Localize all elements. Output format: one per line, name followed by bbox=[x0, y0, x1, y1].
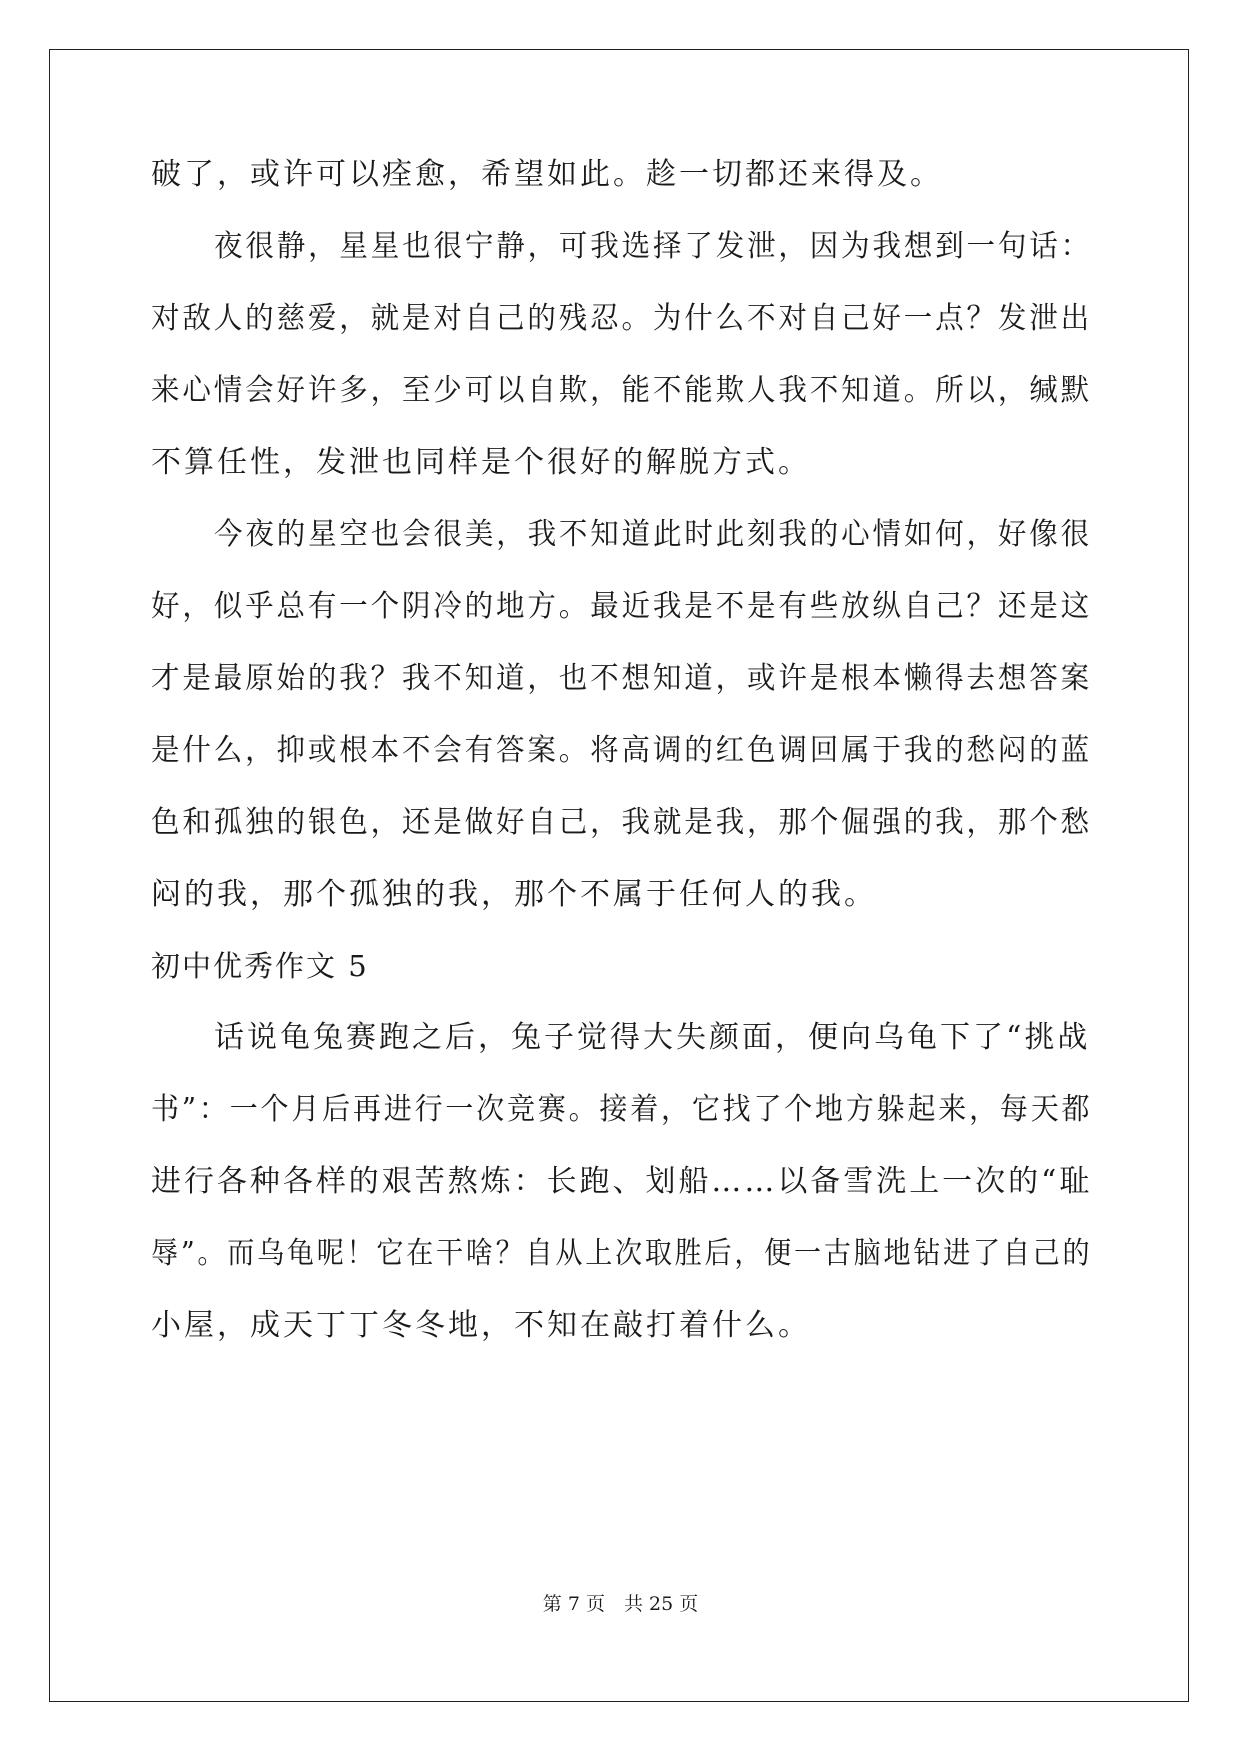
body-text-line: 辱”。而乌龟呢！它在干啥？自从上次取胜后，便一古脑地钻进了自己的 bbox=[151, 1236, 1093, 1271]
body-text-line: 书”：一个月后再进行一次竞赛。接着，它找了个地方躲起来，每天都 bbox=[151, 1092, 1093, 1127]
section-heading: 初中优秀作文 5 bbox=[151, 949, 369, 983]
body-text-line: 对敌人的慈爱，就是对自己的残忍。为什么不对自己好一点？发泄出 bbox=[151, 301, 1092, 336]
body-text-line: 才是最原始的我？我不知道，也不想知道，或许是根本懒得去想答案 bbox=[151, 661, 1092, 696]
paragraph-first-line: 话说龟兔赛跑之后，兔子觉得大失颜面，便向乌龟下了“挑战 bbox=[214, 1020, 1091, 1055]
body-text-line: 色和孤独的银色，还是做好自己，我就是我，那个倔强的我，那个愁 bbox=[151, 805, 1092, 840]
body-text-line: 来心情会好许多，至少可以自欺，能不能欺人我不知道。所以，缄默 bbox=[151, 373, 1092, 408]
body-text-line: 是什么，抑或根本不会有答案。将高调的红色调回属于我的愁闷的蓝 bbox=[151, 733, 1092, 768]
body-text-line: 小屋，成天丁丁冬冬地，不知在敲打着什么。 bbox=[151, 1308, 811, 1343]
body-text-line: 破了，或许可以痊愈，希望如此。趁一切都还来得及。 bbox=[151, 157, 943, 192]
body-text-line: 闷的我，那个孤独的我，那个不属于任何人的我。 bbox=[151, 877, 877, 912]
paragraph-first-line: 今夜的星空也会很美，我不知道此时此刻我的心情如何，好像很 bbox=[214, 517, 1092, 552]
body-text-line: 好，似乎总有一个阴冷的地方。最近我是不是有些放纵自己？还是这 bbox=[151, 589, 1092, 624]
body-text-line: 不算任性，发泄也同样是个很好的解脱方式。 bbox=[151, 445, 811, 480]
paragraph-first-line: 夜很静，星星也很宁静，可我选择了发泄，因为我想到一句话： bbox=[214, 229, 1092, 264]
body-text-line: 进行各种各样的艰苦熬炼：长跑、划船……以备雪洗上一次的“耻 bbox=[151, 1164, 1093, 1199]
page-number-footer: 第 7 页 共 25 页 bbox=[542, 1593, 699, 1615]
